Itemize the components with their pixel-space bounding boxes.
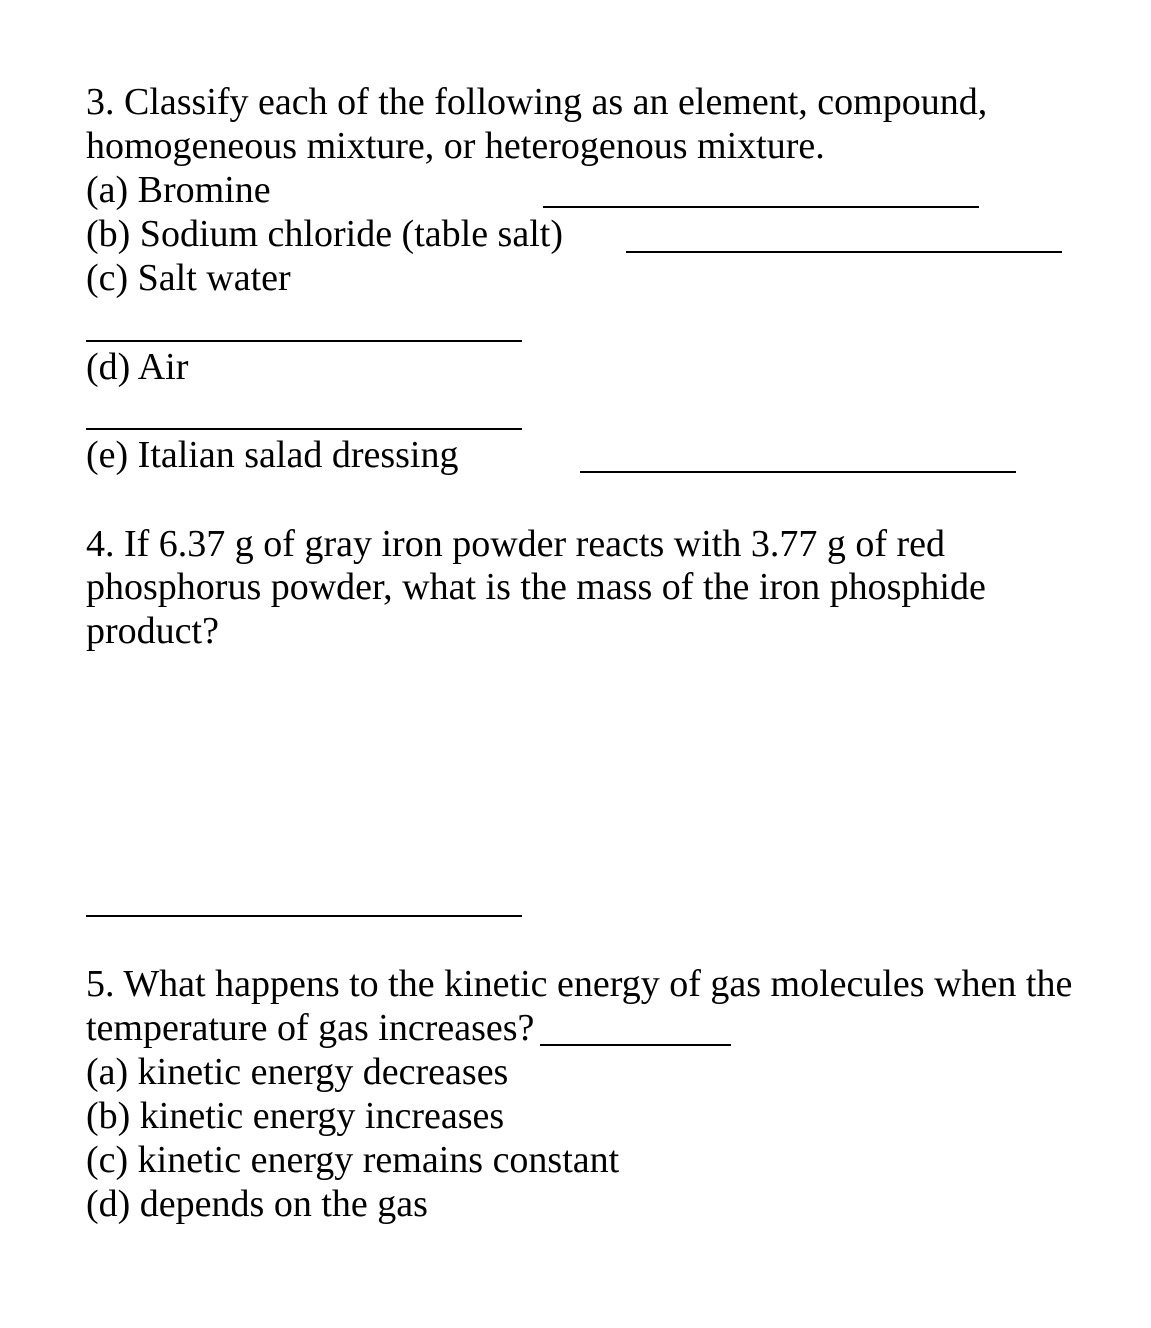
- question-3-item-b: (b) Sodium chloride (table salt): [86, 213, 563, 255]
- answer-blank-3a[interactable]: [543, 206, 979, 208]
- question-5-line-2: temperature of gas increases?: [86, 1007, 535, 1049]
- question-3-item-a: (a) Bromine: [86, 169, 271, 211]
- question-4-line-2: phosphorus powder, what is the mass of the iron phosphide: [86, 566, 986, 608]
- answer-blank-3d[interactable]: [86, 428, 522, 430]
- answer-blank-5[interactable]: [540, 1044, 731, 1046]
- answer-blank-3b[interactable]: [626, 251, 1062, 253]
- question-4-line-3: product?: [86, 610, 219, 652]
- question-4-line-1: 4. If 6.37 g of gray iron powder reacts with 3.77 g of red: [86, 523, 945, 565]
- question-3-item-d: (d) Air: [86, 346, 189, 388]
- answer-blank-4[interactable]: [86, 915, 522, 917]
- question-5-line-1: 5. What happens to the kinetic energy of gas molecules when the: [86, 963, 1073, 1005]
- question-5-option-b: (b) kinetic energy increases: [86, 1095, 505, 1137]
- answer-blank-3e[interactable]: [580, 471, 1016, 473]
- question-3-prompt-line-2: homogeneous mixture, or heterogenous mixture.: [86, 125, 825, 167]
- question-3-item-e: (e) Italian salad dressing: [86, 434, 459, 476]
- question-3-item-c: (c) Salt water: [86, 257, 291, 299]
- question-5-option-a: (a) kinetic energy decreases: [86, 1051, 509, 1093]
- answer-blank-3c[interactable]: [86, 340, 522, 342]
- question-5-option-c: (c) kinetic energy remains constant: [86, 1139, 620, 1181]
- question-5-option-d: (d) depends on the gas: [86, 1183, 428, 1225]
- question-3-prompt-line-1: 3. Classify each of the following as an element, compound,: [86, 81, 988, 123]
